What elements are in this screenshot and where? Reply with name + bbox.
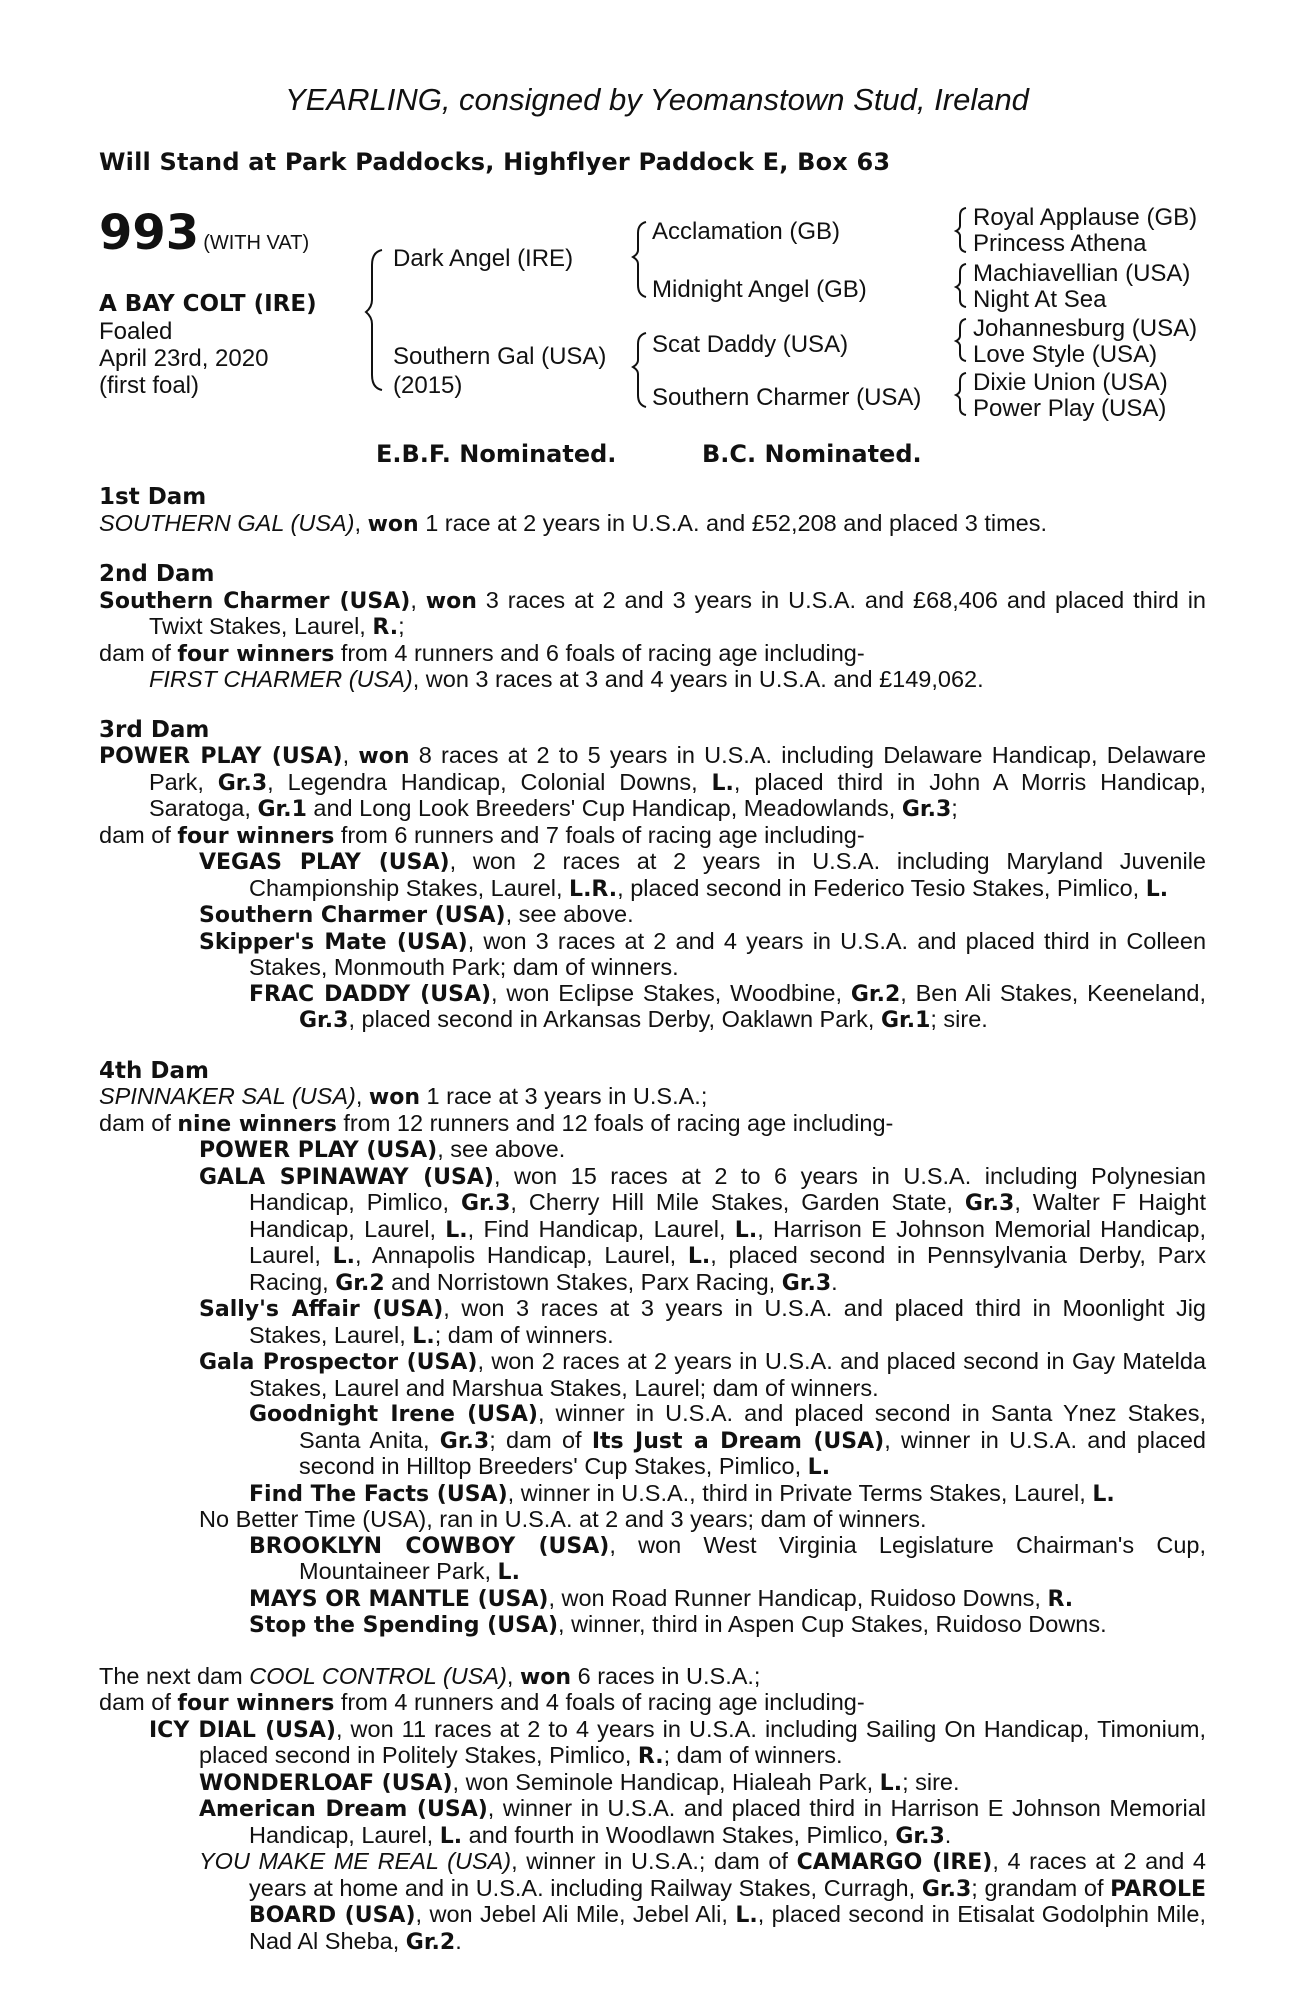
dam3-won: won (358, 744, 410, 769)
progeny-name: VEGAS PLAY (USA) (199, 850, 450, 875)
dam4-name: SPINNAKER SAL (USA) (99, 1083, 356, 1109)
progeny-name: Goodnight Irene (USA) (249, 1402, 538, 1427)
nextdam-progeny-american: American Dream (USA), winner in U.S.A. and placed third in Harrison E Johnson Memorial Handicap, Laurel, L. and fourth in Woodlawn Stakes, Pimlico, Gr.3. (199, 1795, 1206, 1849)
progeny-name: POWER PLAY (USA) (199, 1138, 438, 1163)
foaled-label: Foaled (99, 318, 173, 345)
lot-description: A BAY COLT (IRE) (99, 291, 317, 317)
pedigree-sire-dam: Midnight Angel (GB) (652, 276, 867, 303)
nextdam-name: COOL CONTROL (USA) (249, 1662, 507, 1689)
progeny-name: Stop the Spending (USA) (249, 1613, 559, 1638)
dam3-record: POWER PLAY (USA), won 8 races at 2 to 5 years in U.S.A. including Delaware Handicap, Delaware Park, Gr.3, Legendra Handicap, Colonial Downs, L., placed third in John A Morris Handicap, Saratoga, Gr.1 and Long Look Breeders' Cup Handicap, Meadowlands, Gr.3; (99, 742, 1207, 822)
dam1-name: SOUTHERN GAL (USA) (99, 509, 355, 536)
foal-note: (first foal) (99, 372, 200, 399)
nextdam-progeny-wonderloaf: WONDERLOAF (USA), won Seminole Handicap, Hialeah Park, L.; sire. (199, 1768, 960, 1796)
lot-number-block (99, 205, 309, 261)
pedigree-dam: Southern Gal (USA) (393, 343, 607, 370)
progeny-name: MAYS OR MANTLE (USA) (249, 1586, 549, 1612)
nextdam-progeny-youmake: YOU MAKE ME REAL (USA), winner in U.S.A.; dam of CAMARGO (IRE), 4 races at 2 and 4 years at home and in U.S.A. including Railway Stakes, Curragh, Gr.3; grandam of PAROLE BOARD (USA), won Jebel Ali Mile, Jebel Ali, L., placed second in Etisalat Godolphin Mile, Nad Al Sheba, Gr.2. (199, 1848, 1206, 1955)
pedigree-sire-sire: Acclamation (GB) (652, 218, 841, 245)
pedigree-dam-year: (2015) (393, 372, 463, 399)
bracket-g2 (956, 264, 966, 307)
progeny-name: ICY DIAL (USA) (149, 1717, 336, 1743)
pedigree-gg-4: Night At Sea (973, 286, 1107, 313)
dam1-record: SOUTHERN GAL (USA), won 1 race at 2 years in U.S.A. and £52,208 and placed 3 times. (99, 509, 1048, 537)
family-details (99, 485, 1206, 1955)
dam2-damof-rest: from 4 runners and 6 foals of racing age including- (334, 639, 865, 666)
bc-nomination: B.C. Nominated. (702, 440, 922, 468)
dam4-produce-line: dam of nine winners from 12 runners and 12 foals of racing age including- (99, 1109, 894, 1137)
pedigree-gg-3: Machiavellian (USA) (973, 260, 1191, 287)
nextdam-record: The next dam COOL CONTROL (USA), won 6 races in U.S.A.; (99, 1662, 761, 1690)
progeny-name: Find The Facts (USA) (249, 1481, 508, 1507)
lot-number: 993 (99, 205, 200, 261)
dam4-heading: 4th Dam (99, 1057, 209, 1084)
progeny-name: FRAC DADDY (USA) (249, 981, 492, 1007)
dam3-name: POWER PLAY (USA) (99, 744, 343, 769)
bracket-g1 (956, 208, 966, 252)
dam2-heading: 2nd Dam (99, 561, 215, 587)
foaled-date: April 23rd, 2020 (99, 345, 269, 372)
dam3-progeny-skipper: Skipper's Mate (USA), won 3 races at 2 and 4 years in U.S.A. and placed third in Colleen Stakes, Monmouth Park; dam of winners. (199, 927, 1207, 980)
dam4-progeny-galap: Gala Prospector (USA), won 2 races at 2 years in U.S.A. and placed second in Gay Matelda Stakes, Laurel and Marshua Stakes, Laurel; dam of winners. (199, 1348, 1207, 1401)
pedigree-gg-1: Royal Applause (GB) (973, 204, 1198, 231)
progeny-name: FIRST CHARMER (USA) (149, 666, 413, 692)
progeny-name: Skipper's Mate (USA) (199, 929, 468, 955)
consignment-line: YEARLING, consigned by Yeomanstown Stud, Ireland (285, 82, 1029, 117)
dam4-progeny-mays: MAYS OR MANTLE (USA), won Road Runner Handicap, Ruidoso Downs, R. (249, 1584, 1074, 1612)
dam2-damof: dam of (99, 639, 178, 666)
progeny-name: Gala Prospector (USA) (199, 1350, 478, 1375)
nextdam-progeny-icy: ICY DIAL (USA), won 11 races at 2 to 4 years in U.S.A. including Sailing On Handicap, Timonium, placed second in Politely Stakes, Pimlico, R.; dam of winners. (149, 1715, 1206, 1769)
pedigree-sire: Dark Angel (IRE) (393, 245, 574, 272)
dam3-progeny-frac: FRAC DADDY (USA), won Eclipse Stakes, Woodbine, Gr.2, Ben Ali Stakes, Keeneland, Gr.3, placed second in Arkansas Derby, Oaklawn Park, Gr.1; sire. (249, 979, 1206, 1033)
progeny-name: Southern Charmer (USA) (199, 903, 506, 928)
pedigree-dam-dam: Southern Charmer (USA) (652, 384, 922, 411)
ebf-nomination: E.B.F. Nominated. (376, 440, 617, 468)
progeny-name: YOU MAKE ME REAL (USA) (199, 1848, 512, 1874)
bracket-sire (633, 222, 646, 297)
pedigree-gg-5: Johannesburg (USA) (973, 315, 1198, 342)
dam2-text-end: ; (398, 613, 405, 639)
dam2-name: Southern Charmer (USA) (99, 588, 411, 614)
dam1-text: 1 race at 2 years in U.S.A. and £52,208 and placed 3 times. (418, 509, 1048, 536)
vat-note: (WITH VAT) (203, 232, 310, 254)
dam4-progeny-findfacts: Find The Facts (USA), winner in U.S.A., third in Private Terms Stakes, Laurel, L. (249, 1479, 1115, 1507)
dam2-produce-line (99, 641, 1206, 668)
dam3-progeny-charmer: Southern Charmer (USA), see above. (199, 901, 634, 928)
dam4-progeny-brooklyn: BROOKLYN COWBOY (USA), won West Virginia Legislature Chairman's Cup, Mountaineer Park, L. (249, 1531, 1207, 1585)
dam4-progeny-powerplay: POWER PLAY (USA), see above. (199, 1136, 566, 1163)
dam4-progeny-nobetter: No Better Time (USA), ran in U.S.A. at 2 and 3 years; dam of winners. (199, 1506, 927, 1532)
dam3-progeny-vegas: VEGAS PLAY (USA), won 2 races at 2 years in U.S.A. including Maryland Juvenile Championship Stakes, Laurel, L.R., placed second in Federico Tesio Stakes, Pimlico, L. (199, 848, 1206, 902)
dam4-progeny-gala: GALA SPINAWAY (USA), won 15 races at 2 to 6 years in U.S.A. including Polynesian Handicap, Pimlico, Gr.3, Cherry Hill Mile Stakes, Garden State, Gr.3, Walter F Haight Handicap, Laurel, L., Find Handicap, Laurel, L., Harrison E Johnson Memorial Handicap, Laurel, L., Annapolis Handicap, Laurel, L., placed second in Pennsylvania Derby, Parx Racing, Gr.2 and Norristown Stakes, Parx Racing, Gr.3. (199, 1162, 1206, 1296)
progeny-name: WONDERLOAF (USA) (199, 1770, 453, 1796)
bracket-g3 (956, 319, 966, 361)
pedigree-gg-6: Love Style (USA) (973, 341, 1158, 368)
dam2-winners: four winners (177, 641, 335, 667)
bracket-sire-dam (366, 250, 382, 390)
progeny-text: , won 3 races at 3 and 4 years in U.S.A. and £149,062. (412, 666, 984, 692)
progeny-name: BROOKLYN COWBOY (USA) (249, 1533, 610, 1559)
dam2-text: 3 races at 2 and 3 years in U.S.A. and £68,406 and placed third in Twixt Stakes, Laurel, (149, 586, 1206, 639)
dam2-grade: R. (372, 615, 399, 640)
progeny-name: American Dream (USA) (199, 1797, 488, 1822)
pedigree-gg-8: Power Play (USA) (973, 395, 1167, 422)
progeny-name: GALA SPINAWAY (USA) (199, 1164, 494, 1190)
bracket-dam (633, 333, 646, 407)
dam4-progeny-goodnight: Goodnight Irene (USA), winner in U.S.A. and placed second in Santa Ynez Stakes, Santa Anita, Gr.3; dam of Its Just a Dream (USA), winner in U.S.A. and placed second in Hilltop Breeders' Cup Stakes, Pimlico, L. (249, 1400, 1206, 1480)
dam2-progeny-1 (99, 667, 1206, 693)
pedigree-gg-7: Dixie Union (USA) (973, 369, 1168, 396)
pedigree-gg-2: Princess Athena (973, 230, 1147, 257)
nextdam-produce-line: dam of four winners from 4 runners and 4 foals of racing age including- (99, 1689, 865, 1716)
dam4-progeny-sally: Sally's Affair (USA), won 3 races at 3 years in U.S.A. and placed third in Moonlight Jig Stakes, Laurel, L.; dam of winners. (199, 1295, 1206, 1349)
dam2-record: Southern Charmer (USA), won 3 races at 2 and 3 years in U.S.A. and £68,406 and placed third in Twixt Stakes, Laurel, R.; (99, 586, 1206, 640)
dam3-heading: 3rd Dam (99, 716, 210, 743)
dam4-progeny-stop: Stop the Spending (USA), winner, third in Aspen Cup Stakes, Ruidoso Downs. (249, 1611, 1107, 1638)
dam1-won: won (367, 511, 419, 537)
progeny-name: Sally's Affair (USA) (199, 1297, 444, 1322)
stand-location: Will Stand at Park Paddocks, Highflyer Paddock E, Box 63 (99, 148, 891, 176)
dam3-produce-line: dam of four winners from 6 runners and 7 foals of racing age including- (99, 821, 865, 849)
bracket-g4 (956, 373, 966, 415)
dam1-heading: 1st Dam (99, 484, 207, 510)
pedigree-dam-sire: Scat Daddy (USA) (652, 331, 849, 358)
dam2-won: won (425, 588, 477, 614)
dam4-record: SPINNAKER SAL (USA), won 1 race at 3 years in U.S.A.; (99, 1083, 708, 1110)
